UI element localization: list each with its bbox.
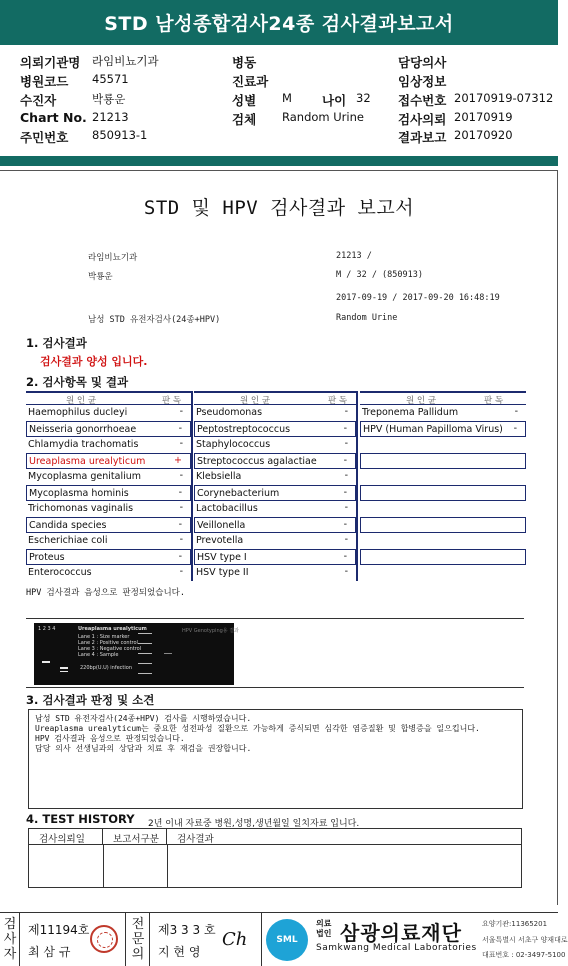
result-row — [26, 485, 191, 501]
results-column-3 — [360, 391, 526, 581]
report-title: STD 및 HPV 검사결과 보고서 — [143, 197, 415, 219]
organism-result: - — [514, 406, 518, 417]
result-row — [194, 469, 356, 485]
organism-name: Klebsiella — [196, 471, 242, 482]
physician-vertical — [131, 917, 145, 962]
report-test-name: 남성 STD 유전자검사(24종+HPV) — [88, 315, 221, 325]
inspector-vertical — [3, 917, 17, 962]
chart-label: Chart No. — [20, 110, 87, 125]
hpv-note: HPV 검사결과 음성으로 판정되었습니다. — [26, 588, 185, 598]
column-divider-2 — [356, 391, 358, 581]
sex-value: M — [282, 91, 292, 105]
result-row — [26, 549, 191, 565]
history-col-result: 검사결과 — [167, 829, 521, 845]
organism-result: + — [174, 455, 182, 466]
result-row — [26, 421, 191, 437]
organism-result: - — [178, 551, 182, 562]
patient-label: 수진자 — [20, 93, 57, 108]
report-banner — [0, 0, 558, 45]
gel-legend-3: Lane 3 : Negative control — [78, 646, 142, 652]
sex-label: 성별 — [232, 93, 257, 108]
result-row — [26, 533, 191, 549]
result-row — [360, 533, 526, 549]
organism-name: Ureaplasma urealyticum — [29, 456, 146, 467]
result-row — [360, 517, 526, 533]
opinion-box — [28, 709, 523, 809]
result-row — [26, 501, 191, 517]
organism-name: Staphylococcus — [196, 439, 271, 450]
organism-result: - — [179, 406, 183, 417]
inspector-char: 검 — [3, 917, 17, 932]
organism-name: Escherichiae coli — [28, 535, 108, 546]
result-row — [26, 517, 191, 533]
organism-result: - — [343, 519, 347, 530]
opinion-line-3: HPV 검사결과 음성으로 판정되었습니다. — [35, 734, 185, 743]
organism-name: Trichomonas vaginalis — [28, 503, 134, 514]
organism-name: Candida species — [29, 520, 107, 531]
report-label: 결과보고 — [398, 130, 447, 145]
result-row — [194, 549, 356, 565]
inspector-tag — [0, 913, 20, 966]
inspector-seal-icon — [90, 925, 118, 953]
result-row — [194, 405, 356, 421]
gel-right-label: HPV Genotyping용 결과 — [182, 628, 239, 634]
report-hospital: 라임비뇨기과 — [88, 253, 138, 263]
gel-band — [164, 653, 172, 654]
inspector-block — [20, 913, 126, 966]
result-row — [360, 437, 526, 453]
sml-logo-icon — [266, 919, 308, 961]
gel-ladder-band — [138, 643, 152, 644]
result-row — [194, 517, 356, 533]
ward-label: 병동 — [232, 55, 257, 70]
gel-lane-numbers: 1 2 3 4 — [38, 626, 56, 632]
result-row — [26, 469, 191, 485]
organism-name: Streptococcus agalactiae — [197, 456, 317, 467]
id-label: 주민번호 — [20, 130, 69, 145]
hospital-label: 의뢰기관명 — [20, 55, 81, 70]
result-row — [26, 565, 191, 581]
age-value: 32 — [356, 91, 371, 105]
report-specimen: Random Urine — [336, 313, 398, 323]
receipt-label: 접수번호 — [398, 93, 447, 108]
code-label: 병원코드 — [20, 74, 69, 89]
request-label: 검사의뢰 — [398, 112, 447, 127]
organism-name: Treponema Pallidum — [362, 407, 459, 418]
result-row — [360, 549, 526, 565]
institution-phone: 대표번호 : 02-3497-5100 — [482, 951, 566, 959]
institution-code: 요양기관:11365201 — [482, 920, 548, 928]
age-label: 나이 — [322, 93, 347, 108]
organism-result: - — [344, 406, 348, 417]
organism-name: Neisseria gonorrhoeae — [29, 424, 137, 435]
result-row — [360, 453, 526, 469]
patient-info — [0, 45, 558, 145]
col-2-head-result: 판 독 — [328, 396, 348, 406]
report-patient: 박룡운 — [88, 272, 113, 282]
inspector-char: 사 — [3, 932, 17, 947]
organism-name: Mycoplasma genitalium — [28, 471, 142, 482]
history-col-report-type: 보고서구분 — [103, 829, 167, 845]
clinical-label: 임상정보 — [398, 74, 447, 89]
doctor-label: 담당의사 — [398, 55, 447, 70]
inspector-name: 최 삼 규 — [28, 945, 71, 959]
organism-result: - — [178, 423, 182, 434]
organism-result: - — [343, 487, 347, 498]
code-value: 45571 — [92, 72, 129, 86]
sml-logo-text: SML — [276, 935, 298, 945]
foundation-small-line: 의료 — [316, 919, 332, 928]
organism-result: - — [179, 470, 183, 481]
result-row — [194, 437, 356, 453]
institution-address: 서울특별시 서초구 양재대로 — [482, 936, 568, 944]
report-chart: 21213 / — [336, 251, 372, 261]
gel-legend-2: Lane 2 : Positive control — [78, 640, 138, 646]
result-row — [26, 453, 191, 469]
organism-result: - — [179, 438, 183, 449]
gel-ladder-band — [138, 633, 152, 634]
result-row — [194, 501, 356, 517]
col-2-head-name: 원 인 균 — [240, 396, 271, 406]
opinion-line-2: Ureaplasma urealyticum는 중요한 성전파성 질환으로 가능하게 증식되면 심각한 염증질환 및 합병증을 일으킵니다. — [35, 724, 480, 733]
id-value: 850913-1 — [92, 128, 148, 142]
organism-name: Haemophilus ducleyi — [28, 407, 128, 418]
organism-name: Prevotella — [196, 535, 244, 546]
dept-label: 진료과 — [232, 74, 269, 89]
organism-name: Proteus — [29, 552, 65, 563]
organism-name: Mycoplasma hominis — [29, 488, 129, 499]
organism-name: Peptostreptococcus — [197, 424, 291, 435]
results-column-1 — [26, 391, 191, 581]
physician-tag — [126, 913, 150, 966]
result-row — [26, 405, 191, 421]
foundation-small-line: 법인 — [316, 929, 332, 938]
specimen-value: Random Urine — [282, 110, 364, 124]
gel-ladder-band — [138, 673, 152, 674]
organism-result: - — [179, 534, 183, 545]
organism-result: - — [344, 470, 348, 481]
footer — [0, 912, 568, 965]
info-row-1 — [0, 53, 558, 71]
report-page — [0, 170, 558, 905]
organism-result: - — [343, 423, 347, 434]
opinion-line-1: 남성 STD 유전자검사(24종+HPV) 검사를 시행하였습니다. — [35, 714, 252, 723]
result-row — [194, 421, 356, 437]
organism-name: Pseudomonas — [196, 407, 263, 418]
organism-name: HSV type I — [197, 552, 247, 563]
section-2-title: 2. 검사항목 및 결과 — [26, 375, 129, 389]
organism-result: - — [178, 519, 182, 530]
column-1-rows — [26, 405, 191, 581]
report-value: 20170920 — [454, 128, 513, 142]
column-3-header — [360, 391, 526, 405]
organism-result: - — [178, 487, 182, 498]
organism-name: Lactobacillus — [196, 503, 258, 514]
column-2-header — [194, 391, 356, 405]
history-col-request-date: 검사의뢰일 — [29, 829, 103, 845]
foundation-name: 삼광의료재단 — [340, 921, 462, 945]
gel-legend-1: Lane 1 : Size marker — [78, 634, 130, 640]
col-3-head-result: 판 독 — [484, 396, 504, 406]
gel-band-label: 220bp(U.U) infection — [80, 665, 133, 671]
result-row — [194, 533, 356, 549]
result-row — [360, 485, 526, 501]
result-row — [360, 421, 526, 437]
positive-result: 검사결과 양성 입니다. — [40, 355, 148, 368]
specimen-label: 검체 — [232, 112, 257, 127]
physician-char: 문 — [131, 932, 145, 947]
gel-divider-bottom — [26, 687, 524, 688]
result-row — [26, 437, 191, 453]
organism-name: Enterococcus — [28, 567, 92, 578]
organism-result: - — [179, 502, 183, 513]
chart-value: 21213 — [92, 110, 129, 124]
gel-band — [60, 667, 68, 669]
gel-title: Ureaplasma urealyticum — [78, 626, 147, 632]
opinion-line-4: 담당 의사 선생님과의 상담과 치료 후 재검을 권장합니다. — [35, 744, 252, 753]
result-row — [194, 485, 356, 501]
physician-block — [150, 913, 262, 966]
gel-ladder-band — [138, 663, 152, 664]
foundation-small — [316, 919, 331, 939]
history-divider — [167, 845, 168, 887]
results-column-2 — [194, 391, 356, 581]
history-table — [28, 828, 522, 888]
result-row — [360, 405, 526, 421]
result-row — [194, 453, 356, 469]
column-divider-1 — [191, 391, 193, 581]
history-note: 2년 이내 자료중 병원,성명,생년월일 일치자료 입니다. — [148, 819, 360, 829]
foundation-english: Samkwang Medical Laboratories — [316, 943, 477, 953]
organism-result: - — [344, 502, 348, 513]
physician-license: 제3 3 3 호 — [158, 923, 216, 937]
patient-value: 박룡운 — [92, 92, 126, 106]
organism-name: Veillonella — [197, 520, 246, 531]
info-row-3 — [0, 91, 558, 109]
result-row — [194, 565, 356, 581]
inspector-char: 자 — [3, 947, 17, 962]
report-sex-age: M / 32 / (850913) — [336, 270, 423, 280]
organism-result: - — [343, 455, 347, 466]
gel-legend-4: Lane 4 : Sample — [78, 652, 119, 658]
report-banner-title: STD 남성종합검사24종 검사결과보고서 — [104, 13, 454, 35]
col-3-head-name: 원 인 균 — [406, 396, 437, 406]
result-row — [360, 565, 526, 581]
physician-char: 의 — [131, 947, 145, 962]
info-row-4 — [0, 110, 558, 128]
info-row-2 — [0, 72, 558, 90]
report-dates: 2017-09-19 / 2017-09-20 16:48:19 — [336, 293, 500, 303]
gel-band — [60, 671, 68, 672]
col-1-head-name: 원 인 균 — [66, 396, 97, 406]
physician-signature: Ch — [222, 929, 248, 950]
history-divider — [103, 845, 104, 887]
col-1-head-result: 판 독 — [162, 396, 182, 406]
organism-result: - — [513, 423, 517, 434]
organism-name: Chlamydia trachomatis — [28, 439, 139, 450]
organism-result: - — [344, 438, 348, 449]
result-row — [360, 501, 526, 517]
gel-ladder-band — [138, 653, 152, 654]
header-divider — [0, 156, 558, 166]
organism-result: - — [343, 551, 347, 562]
column-2-rows — [194, 405, 356, 581]
receipt-value: 20170919-07312 — [454, 91, 554, 105]
organism-name: HPV (Human Papilloma Virus) — [363, 424, 503, 435]
section-4-title: 4. TEST HISTORY — [26, 812, 135, 826]
column-1-header — [26, 391, 191, 405]
organism-result: - — [179, 566, 183, 577]
section-1-title: 1. 검사결과 — [26, 336, 87, 350]
gel-divider-top — [26, 618, 524, 619]
organism-name: Corynebacterium — [197, 488, 280, 499]
organism-name: HSV type II — [196, 567, 249, 578]
info-row-5 — [0, 128, 558, 146]
column-3-rows — [360, 405, 526, 581]
gel-band — [42, 661, 50, 663]
physician-name: 지 현 영 — [158, 945, 201, 959]
hospital-value: 라임비뇨기과 — [92, 54, 159, 68]
physician-char: 전 — [131, 917, 145, 932]
organism-result: - — [344, 534, 348, 545]
inspector-license: 제11194호 — [28, 923, 90, 937]
organism-result: - — [344, 566, 348, 577]
result-row — [360, 469, 526, 485]
request-value: 20170919 — [454, 110, 513, 124]
section-3-title: 3. 검사결과 판정 및 소견 — [26, 693, 155, 707]
